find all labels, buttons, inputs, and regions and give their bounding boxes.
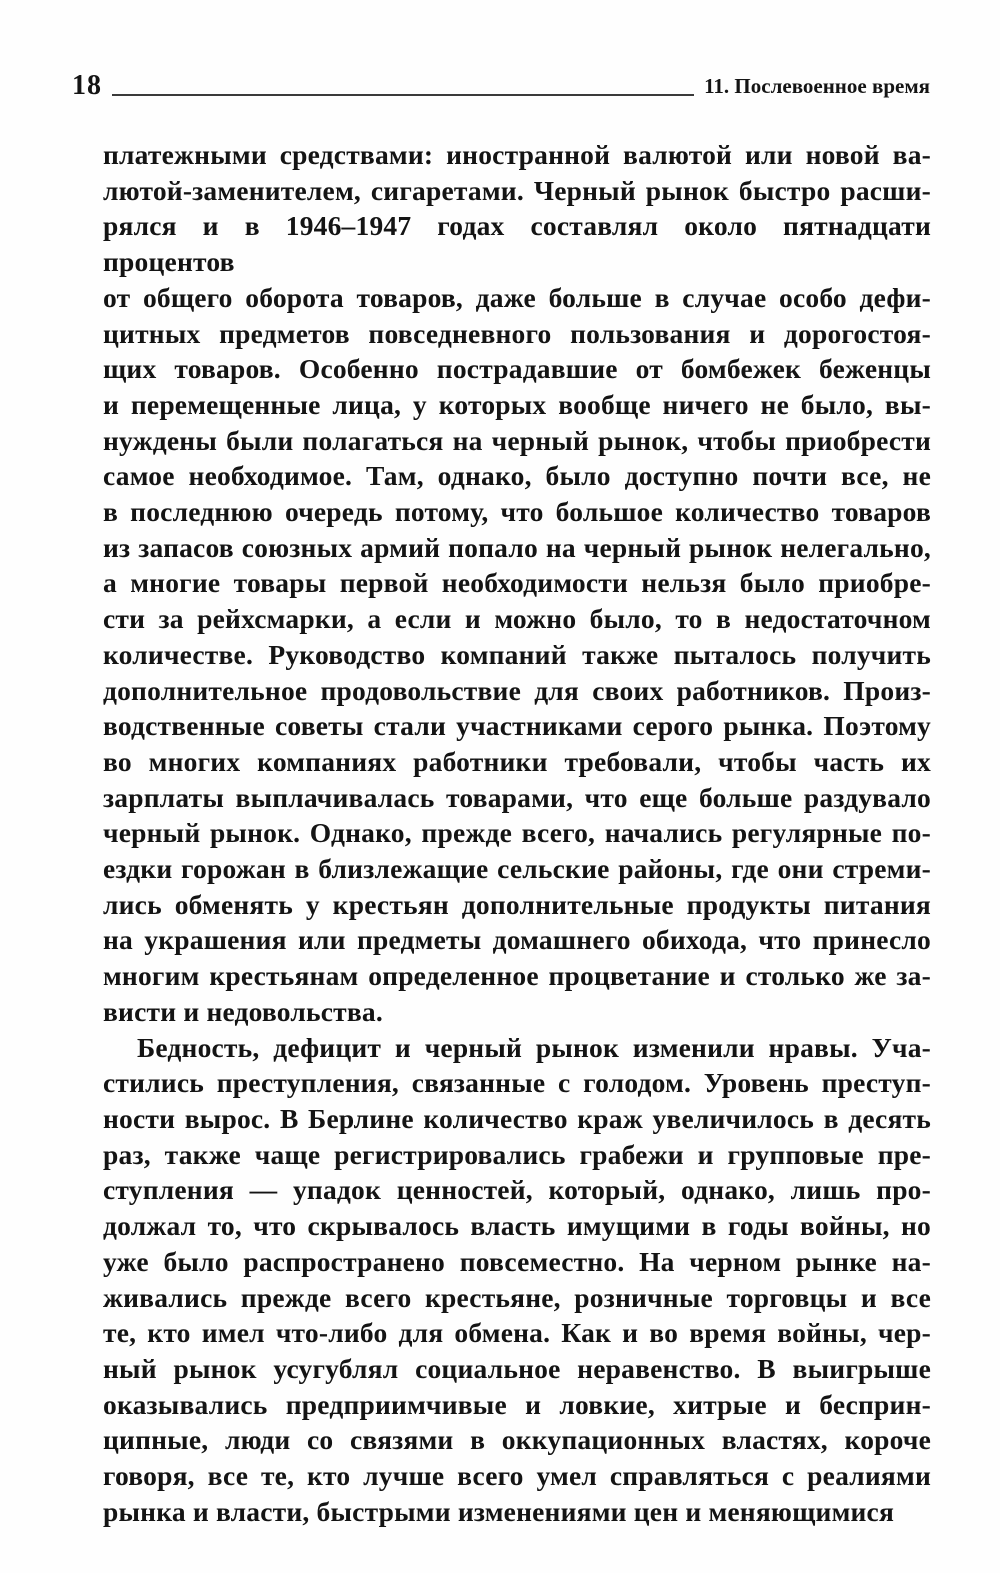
text-line: нуждены были полагаться на черный рынок, чтобы приобрести <box>103 424 931 456</box>
text-line: ности вырос. В Берлине количество краж увеличилось в десять <box>103 1102 931 1134</box>
text-line: от общего оборота товаров, даже больше в случае особо дефи- <box>103 281 931 313</box>
text-line: водственные советы стали участниками серого рынка. Поэтому <box>103 710 931 742</box>
text-line: цитных предметов повседневного пользования и дорогостоя- <box>103 317 931 349</box>
text-line: дополнительное продовольствие для своих работников. Произ- <box>103 674 931 706</box>
text-line: на украшения или предметы домашнего обихода, что принесло <box>103 924 931 956</box>
text-line: стились преступления, связанные с голодом. Уровень преступ- <box>103 1067 931 1099</box>
body-text <box>103 137 931 1529</box>
text-line: во многих компаниях работники требовали, чтобы часть их <box>103 745 931 777</box>
text-line: количестве. Руководство компаний также пыталось получить <box>103 638 931 670</box>
text-line: ездки горожан в близлежащие сельские районы, где они стреми- <box>103 853 931 885</box>
text-line: лись обменять у крестьян дополнительные продукты питания <box>103 888 931 920</box>
text-line: сти за рейхсмарки, а если и можно было, то в недостаточном <box>103 603 931 635</box>
paragraph <box>103 1030 931 1530</box>
text-line: черный рынок. Однако, прежде всего, начались регулярные по- <box>103 817 931 849</box>
text-line: из запасов союзных армий попало на черный рынок нелегально, <box>103 531 931 563</box>
text-line: уже было распространено повсеместно. На черном рынке на- <box>103 1245 931 1277</box>
text-line: Бедность, дефицит и черный рынок изменили нравы. Уча- <box>137 1031 931 1063</box>
text-line: те, кто имел что-либо для обмена. Как и во время войны, чер- <box>103 1317 931 1349</box>
text-line: ципные, люди со связями в оккупационных властях, короче <box>103 1424 931 1456</box>
text-line: живались прежде всего крестьяне, розничные торговцы и все <box>103 1281 931 1313</box>
text-line: рялся и в 1946–1947 годах составлял около пятнадцати процентов <box>103 210 931 278</box>
header-rule <box>112 94 694 96</box>
text-line: оказывались предприимчивые и ловкие, хитрые и бесприн- <box>103 1388 931 1420</box>
text-line: щих товаров. Особенно пострадавшие от бомбежек беженцы <box>103 353 931 385</box>
page-number: 18 <box>72 70 102 101</box>
text-line: висти и недовольства. <box>103 995 383 1027</box>
text-line: ный рынок усугублял социальное неравенство. В выигрыше <box>103 1352 931 1384</box>
text-line: должал то, что скрывалось власть имущими в годы войны, но <box>103 1210 931 1242</box>
text-line: лютой-заменителем, сигаретами. Черный рынок быстро расши- <box>103 174 931 206</box>
text-line: платежными средствами: иностранной валютой или новой ва- <box>103 139 931 170</box>
running-head <box>72 72 930 100</box>
text-line: а многие товары первой необходимости нельзя было приобре- <box>103 567 931 599</box>
text-line: и перемещенные лица, у которых вообще ничего не было, вы- <box>103 388 931 420</box>
text-line: многим крестьянам определенное процветание и столько же за- <box>103 960 931 992</box>
paragraph <box>103 137 931 1030</box>
text-line: рынка и власти, быстрыми изменениями цен и меняющимися <box>103 1495 895 1527</box>
text-line: раз, также чаще регистрировались грабежи и групповые пре- <box>103 1138 931 1170</box>
text-line: в последнюю очередь потому, что большое количество товаров <box>103 496 931 528</box>
text-line: зарплаты выплачивалась товарами, что еще больше раздувало <box>103 781 931 813</box>
text-line: самое необходимое. Там, однако, было доступно почти все, не <box>103 460 931 492</box>
chapter-header: 11. Послевоенное время <box>704 74 930 98</box>
text-line: ступления — упадок ценностей, который, однако, лишь про- <box>103 1174 931 1206</box>
text-line: говоря, все те, кто лучше всего умел справляться с реалиями <box>103 1460 931 1492</box>
